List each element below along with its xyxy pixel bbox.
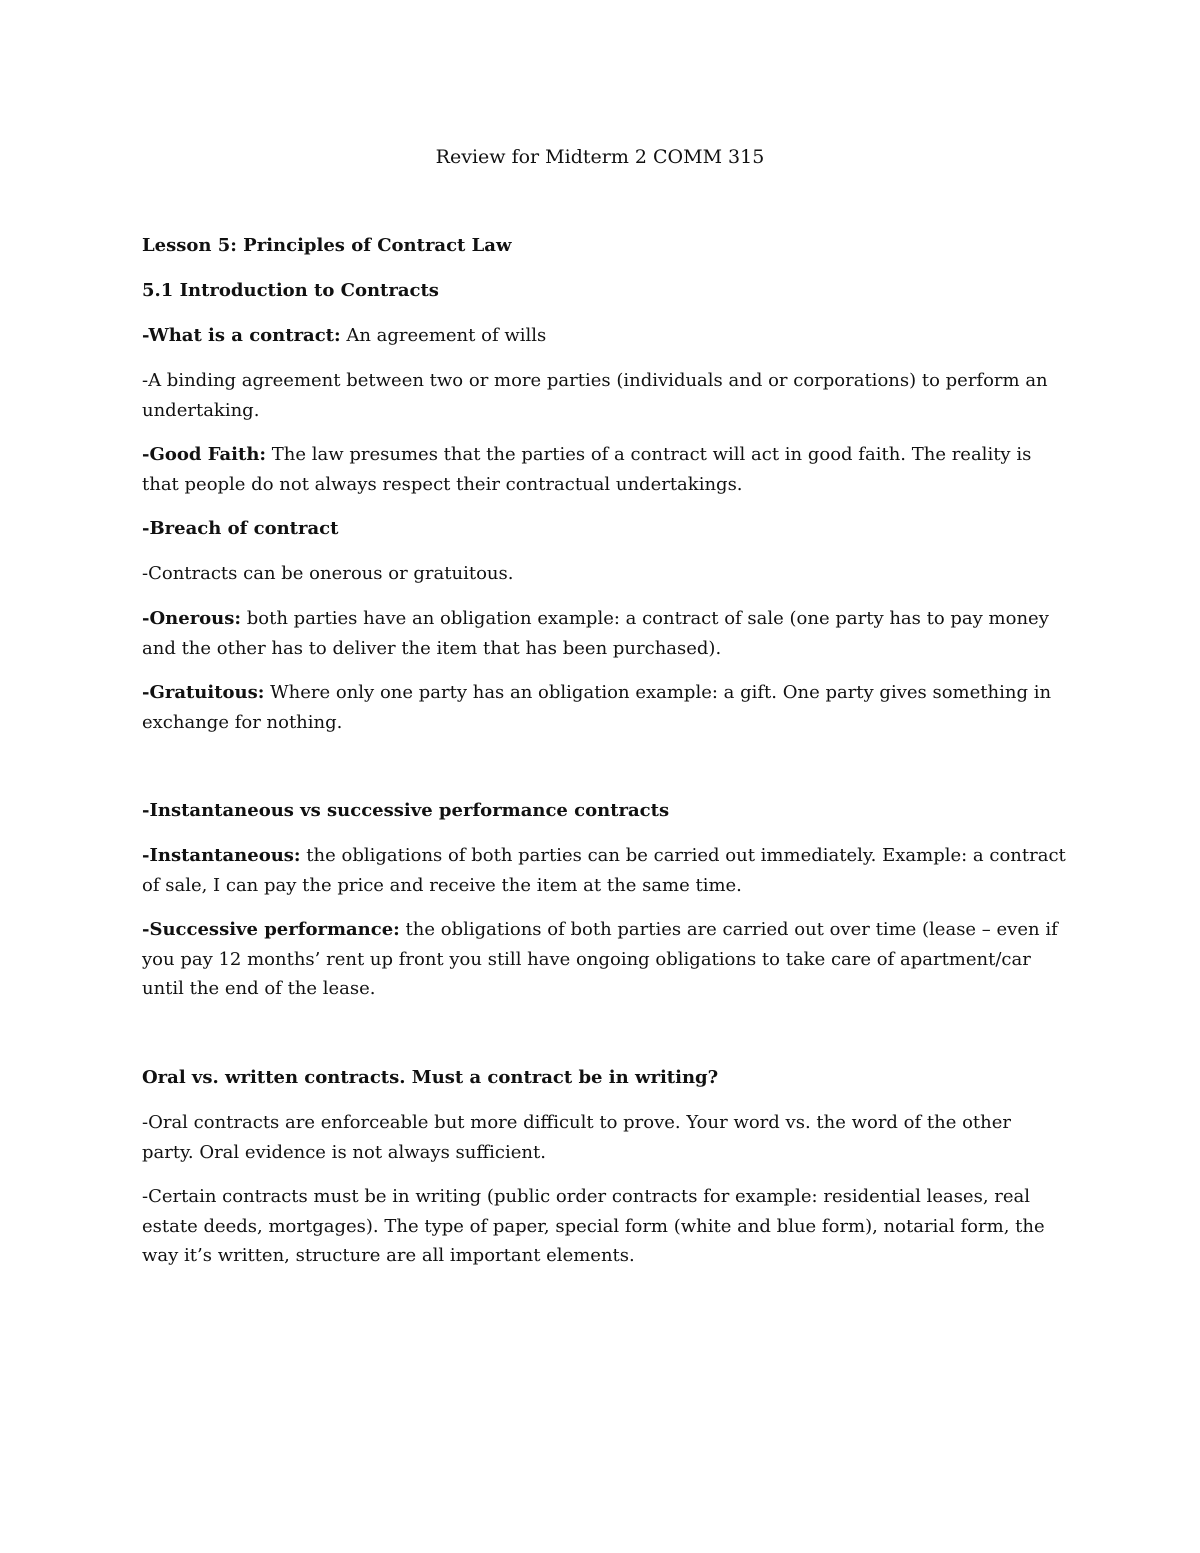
successive-text: the obligations of both parties are carried out over time (lease – even if you pay 12 months’ rent up front you still have ongoing obligations to take care of apartment/car until the end of the lease.: [142, 919, 1058, 999]
onerous-label: -Onerous:: [142, 608, 242, 629]
successive-label: -Successive performance:: [142, 919, 400, 940]
gratuitous-label: -Gratuitous:: [142, 682, 265, 703]
successive-paragraph: [142, 915, 1067, 1004]
what-is-contract-text: An agreement of wills: [340, 325, 547, 346]
onerous-paragraph: [142, 604, 1067, 663]
good-faith-label: -Good Faith:: [142, 444, 267, 465]
gratuitous-paragraph: [142, 678, 1067, 737]
instant-vs-successive-heading: -Instantaneous vs successive performance contracts: [142, 800, 670, 821]
instantaneous-text: the obligations of both parties can be carried out immediately. Example: a contract of sale, I can pay the price and receive the item at the same time.: [142, 845, 1066, 896]
what-is-contract-paragraph: [142, 321, 1067, 351]
onerous-text: both parties have an obligation example: a contract of sale (one party has to pay money and the other has to deliver the item that has been purchased).: [142, 608, 1049, 659]
gratuitous-text: Where only one party has an obligation example: a gift. One party gives something in exchange for nothing.: [142, 682, 1052, 733]
instantaneous-paragraph: [142, 841, 1067, 900]
binding-agreement-paragraph: -A binding agreement between two or more parties (individuals and or corporations) to perform an undertaking.: [142, 370, 1048, 421]
breach-heading: -Breach of contract: [142, 518, 339, 539]
instantaneous-label: -Instantaneous:: [142, 845, 301, 866]
oral-written-heading: Oral vs. written contracts. Must a contract be in writing?: [142, 1067, 719, 1088]
oral-enforceable-paragraph: -Oral contracts are enforceable but more difficult to prove. Your word vs. the word of the other party. Oral evidence is not always sufficient.: [142, 1112, 1012, 1163]
lesson-heading: Lesson 5: Principles of Contract Law: [142, 235, 512, 256]
good-faith-text: The law presumes that the parties of a contract will act in good faith. The reality is that people do not always respect their contractual undertakings.: [142, 444, 1032, 495]
certain-contracts-paragraph: -Certain contracts must be in writing (public order contracts for example: residential leases, real estate deeds, mortgages). The type of paper, special form (white and blue form), notarial form, the way it’s written, structure are all important elements.: [142, 1186, 1045, 1266]
good-faith-paragraph: [142, 440, 1067, 499]
what-is-contract-label: -What is a contract:: [142, 325, 341, 346]
document-title: Review for Midterm 2 COMM 315: [435, 146, 765, 168]
section-heading: 5.1 Introduction to Contracts: [142, 280, 439, 301]
onerous-or-gratuitous-paragraph: -Contracts can be onerous or gratuitous.: [142, 563, 514, 584]
